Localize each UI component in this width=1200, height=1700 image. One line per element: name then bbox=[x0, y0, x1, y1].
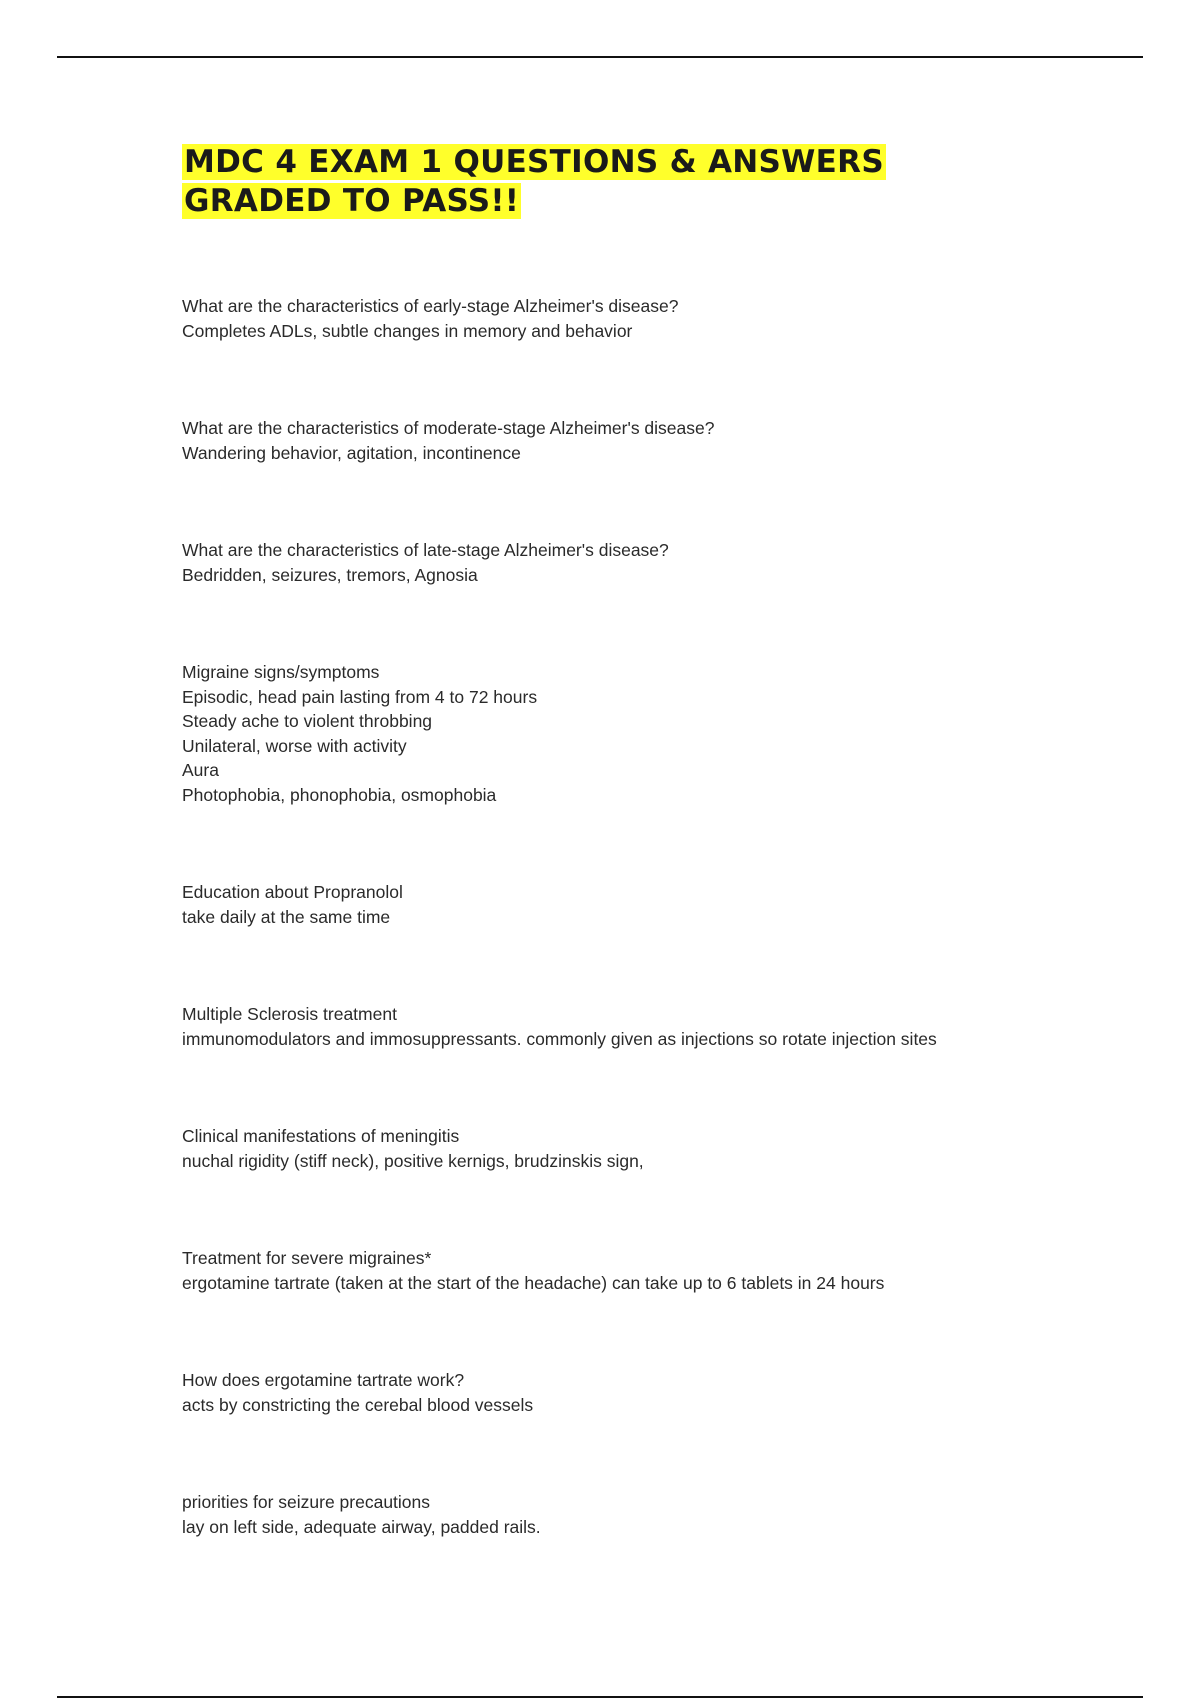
answer-line: Photophobia, phonophobia, osmophobia bbox=[182, 784, 497, 805]
document-title bbox=[182, 143, 1102, 221]
answer-line: take daily at the same time bbox=[182, 906, 391, 927]
header-rule bbox=[57, 56, 1143, 58]
qa-item bbox=[182, 416, 1102, 465]
document-body bbox=[182, 143, 1102, 1539]
qa-item bbox=[182, 660, 1102, 807]
qa-item bbox=[182, 294, 1102, 343]
question-text: Education about Propranolol bbox=[182, 882, 403, 902]
qa-item bbox=[182, 1246, 1102, 1295]
qa-item bbox=[182, 538, 1102, 587]
question-text: What are the characteristics of early-stage Alzheimer's disease? bbox=[182, 296, 679, 316]
qa-item bbox=[182, 1490, 1102, 1539]
question-text: priorities for seizure precautions bbox=[182, 1492, 431, 1512]
title-line-2: GRADED TO PASS!! bbox=[184, 183, 520, 219]
answer-line: Bedridden, seizures, tremors, Agnosia bbox=[182, 564, 478, 585]
question-text: What are the characteristics of late-stage Alzheimer's disease? bbox=[182, 540, 669, 560]
question-text: Migraine signs/symptoms bbox=[182, 662, 380, 682]
answer-line: Unilateral, worse with activity bbox=[182, 735, 407, 756]
question-text: Multiple Sclerosis treatment bbox=[182, 1004, 397, 1024]
answer-line: Episodic, head pain lasting from 4 to 72 hours bbox=[182, 686, 538, 707]
question-text: Clinical manifestations of meningitis bbox=[182, 1126, 460, 1146]
qa-item bbox=[182, 1124, 1102, 1173]
qa-list bbox=[182, 294, 1102, 1539]
question-text: Treatment for severe migraines* bbox=[182, 1248, 432, 1268]
answer-line: immunomodulators and immosuppressants. commonly given as injections so rotate injection sites bbox=[182, 1028, 937, 1049]
answer-line: nuchal rigidity (stiff neck), positive kernigs, brudzinskis sign, bbox=[182, 1150, 644, 1171]
footer-rule bbox=[57, 1696, 1143, 1698]
answer-line: Steady ache to violent throbbing bbox=[182, 711, 433, 731]
qa-item bbox=[182, 1368, 1102, 1417]
answer-line: acts by constricting the cerebal blood vessels bbox=[182, 1394, 534, 1415]
answer-line: Aura bbox=[182, 760, 219, 780]
answer-line: lay on left side, adequate airway, padded rails. bbox=[182, 1516, 541, 1537]
question-text: What are the characteristics of moderate-stage Alzheimer's disease? bbox=[182, 418, 715, 438]
title-line-1: MDC 4 EXAM 1 QUESTIONS & ANSWERS bbox=[184, 144, 884, 180]
answer-line: Completes ADLs, subtle changes in memory and behavior bbox=[182, 320, 633, 341]
qa-item bbox=[182, 1002, 1102, 1051]
answer-line: Wandering behavior, agitation, incontinence bbox=[182, 442, 521, 463]
question-text: How does ergotamine tartrate work? bbox=[182, 1370, 465, 1390]
qa-item bbox=[182, 880, 1102, 929]
answer-line: ergotamine tartrate (taken at the start of the headache) can take up to 6 tablets in 24 hours bbox=[182, 1272, 885, 1293]
